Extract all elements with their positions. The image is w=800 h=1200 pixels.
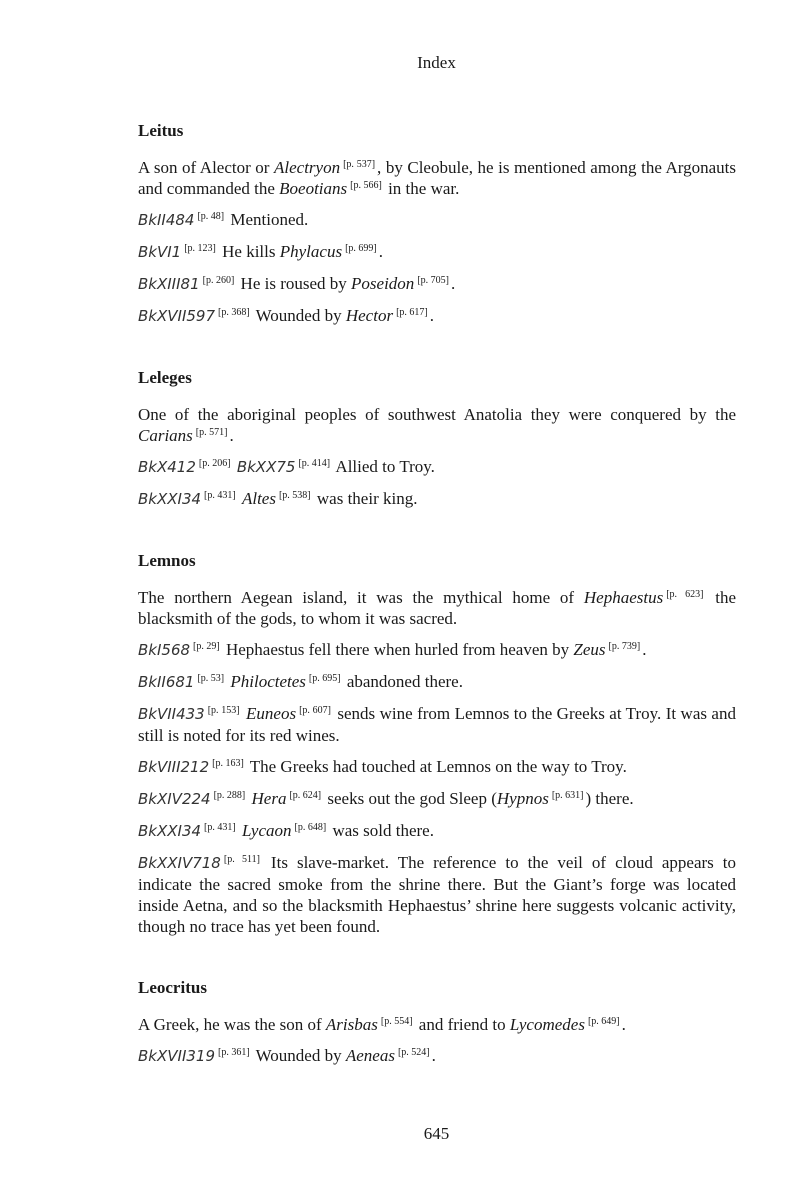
paragraph-text: Mentioned. <box>226 210 309 229</box>
cross-reference-link[interactable]: Lycomedes <box>509 1015 585 1034</box>
index-entry <box>138 120 736 327</box>
page-reference[interactable]: [p. 566] <box>350 180 382 191</box>
entry-paragraph <box>138 639 736 661</box>
cross-reference-link[interactable]: Lycaon <box>241 821 292 840</box>
entry-paragraph <box>138 788 736 810</box>
page-reference[interactable]: [p. 48] <box>197 211 225 222</box>
paragraph-text: Hephaestus fell there when hurled from heaven by <box>221 640 574 659</box>
page-title: Index <box>417 53 456 72</box>
book-citation-link[interactable]: BkXIV224 <box>138 790 211 808</box>
book-citation-link[interactable]: BkXXI34 <box>138 490 202 508</box>
page-reference[interactable]: [p. 649] <box>587 1016 620 1027</box>
paragraph-text: was their king. <box>312 489 418 508</box>
entry-paragraph <box>138 488 736 510</box>
paragraph-text: the blacksmith of the gods, to whom it was sacred. <box>138 588 736 628</box>
book-citation-link[interactable]: BkI568 <box>138 641 191 659</box>
page-reference[interactable]: [p. 739] <box>608 641 641 652</box>
entry-paragraph <box>138 305 736 327</box>
entry-paragraph <box>138 852 736 937</box>
page-reference[interactable]: [p. 153] <box>207 705 240 716</box>
entry-paragraph <box>138 671 736 693</box>
book-citation-link[interactable]: BkXXI34 <box>138 822 202 840</box>
paragraph-text: . <box>429 306 434 325</box>
index-entry <box>138 550 736 937</box>
page-reference[interactable]: [p. 623] <box>666 589 704 600</box>
cross-reference-link[interactable]: Hera <box>251 789 287 808</box>
paragraph-text: He is roused by <box>236 274 352 293</box>
page-reference[interactable]: [p. 288] <box>213 790 246 801</box>
cross-reference-link[interactable]: Hector <box>345 306 394 325</box>
page-reference[interactable]: [p. 431] <box>204 822 236 833</box>
page-reference[interactable]: [p. 524] <box>397 1047 430 1058</box>
cross-reference-link[interactable]: Philoctetes <box>230 672 306 691</box>
paragraph-text: Wounded by <box>251 306 346 325</box>
index-entry <box>138 977 736 1067</box>
cross-reference-link[interactable]: Aeneas <box>345 1046 395 1065</box>
page-reference[interactable]: [p. 361] <box>218 1047 250 1058</box>
cross-reference-link[interactable]: Boeotians <box>279 179 348 198</box>
cross-reference-link[interactable]: Hypnos <box>496 789 549 808</box>
page-reference[interactable]: [p. 631] <box>551 790 584 801</box>
entry-paragraph <box>138 241 736 263</box>
paragraph-text: He kills <box>217 242 280 261</box>
cross-reference-link[interactable]: Poseidon <box>351 274 415 293</box>
entry-paragraph <box>138 157 736 199</box>
entry-heading: Lemnos <box>138 551 196 570</box>
paragraph-text: . <box>378 242 383 261</box>
paragraph-text: . <box>229 426 234 445</box>
entry-paragraph <box>138 820 736 842</box>
entry-paragraph <box>138 404 736 446</box>
paragraph-text: abandoned there. <box>342 672 463 691</box>
page-reference[interactable]: [p. 368] <box>218 307 250 318</box>
paragraph-text: Wounded by <box>251 1046 346 1065</box>
page-reference[interactable]: [p. 554] <box>380 1016 413 1027</box>
book-citation-link[interactable]: BkX412 <box>138 458 196 476</box>
page-reference[interactable]: [p. 414] <box>298 458 331 469</box>
page-reference[interactable]: [p. 537] <box>343 159 376 170</box>
book-citation-link[interactable]: BkXXIV718 <box>138 854 221 872</box>
page-reference[interactable]: [p. 163] <box>212 758 244 769</box>
paragraph-text: . <box>450 274 456 293</box>
cross-reference-link[interactable]: Arisbas <box>325 1015 378 1034</box>
index-entry <box>138 367 736 510</box>
entry-paragraph <box>138 209 736 231</box>
paragraph-text: . <box>621 1015 626 1034</box>
paragraph-text: . <box>431 1046 436 1065</box>
page-reference[interactable]: [p. 607] <box>299 705 331 716</box>
page-number: 645 <box>423 1124 450 1143</box>
page-reference[interactable]: [p. 29] <box>193 641 220 652</box>
cross-reference-link[interactable]: Euneos <box>246 704 297 723</box>
paragraph-text: One of the aboriginal peoples of southwest Anatolia they were conquered by the <box>138 405 736 424</box>
index-content <box>138 120 736 1107</box>
entry-paragraph <box>138 456 736 478</box>
page-reference[interactable]: [p. 123] <box>184 243 216 254</box>
paragraph-text: , by Cleobule, he is mentioned among the Argonauts and commanded the <box>138 158 736 198</box>
book-citation-link[interactable]: BkXX75 <box>236 458 296 476</box>
cross-reference-link[interactable]: Hephaestus <box>583 588 664 607</box>
entry-paragraph <box>138 1045 736 1067</box>
cross-reference-link[interactable]: Alectryon <box>274 158 341 177</box>
book-citation-link[interactable]: BkXVII319 <box>138 1047 215 1065</box>
paragraph-text: Its slave-market. The reference to the veil of cloud appears to indicate the sacred smoke from the shrine there. But the Giant’s forge was located inside Aetna, and so the blacksmith Hephaestus’ shrine here suggests volcanic activity, though no trace has yet been found. <box>138 853 737 936</box>
entry-heading: Leitus <box>138 121 184 140</box>
cross-reference-link[interactable]: Zeus <box>573 640 606 659</box>
page-reference[interactable]: [p. 705] <box>417 275 449 286</box>
page-reference[interactable]: [p. 571] <box>195 427 228 438</box>
entry-paragraph <box>138 703 736 746</box>
book-citation-link[interactable]: BkXIII81 <box>138 275 200 293</box>
paragraph-text: A son of Alector or <box>138 158 274 177</box>
page-reference[interactable]: [p. 206] <box>198 458 231 469</box>
book-citation-link[interactable]: BkII484 <box>138 211 195 229</box>
book-citation-link[interactable]: BkII681 <box>138 673 195 691</box>
page-reference[interactable]: [p. 624] <box>289 790 322 801</box>
paragraph-text: Allied to Troy. <box>332 457 435 476</box>
page-reference[interactable]: [p. 431] <box>204 490 236 501</box>
page-reference[interactable]: [p. 538] <box>278 490 311 501</box>
paragraph-text: The northern Aegean island, it was the mythical home of <box>138 588 584 607</box>
paragraph-text: A Greek, he was the son of <box>138 1015 326 1034</box>
paragraph-text: sends wine from Lemnos to the Greeks at Troy. It was and still is noted for its red wines. <box>138 704 736 745</box>
paragraph-text: The Greeks had touched at Lemnos on the way to Troy. <box>245 757 627 776</box>
paragraph-text: ) there. <box>585 789 634 808</box>
page-reference[interactable]: [p. 511] <box>223 854 260 865</box>
entry-paragraph <box>138 756 736 778</box>
cross-reference-link[interactable]: Phylacus <box>279 242 343 261</box>
page-reference[interactable]: [p. 617] <box>396 307 428 318</box>
entry-paragraph <box>138 273 736 295</box>
page-reference[interactable]: [p. 648] <box>294 822 327 833</box>
entry-paragraph <box>138 1014 736 1035</box>
paragraph-text: . <box>642 640 647 659</box>
page-reference[interactable]: [p. 699] <box>345 243 377 254</box>
page-reference[interactable]: [p. 53] <box>197 673 225 684</box>
book-citation-link[interactable]: BkVIII212 <box>138 758 210 776</box>
entry-heading: Leleges <box>138 368 192 387</box>
cross-reference-link[interactable]: Altes <box>241 489 276 508</box>
book-citation-link[interactable]: BkVI1 <box>138 243 182 261</box>
paragraph-text: in the war. <box>383 179 460 198</box>
book-citation-link[interactable]: BkVII433 <box>138 705 205 723</box>
cross-reference-link[interactable]: Carians <box>138 426 193 445</box>
entry-paragraph <box>138 587 736 629</box>
page-reference[interactable]: [p. 695] <box>308 673 341 684</box>
entry-heading: Leocritus <box>138 978 207 997</box>
book-citation-link[interactable]: BkXVII597 <box>138 307 215 325</box>
paragraph-text: and friend to <box>414 1015 510 1034</box>
paragraph-text: seeks out the god Sleep ( <box>323 789 497 808</box>
page-reference[interactable]: [p. 260] <box>202 275 235 286</box>
paragraph-text: was sold there. <box>328 821 434 840</box>
